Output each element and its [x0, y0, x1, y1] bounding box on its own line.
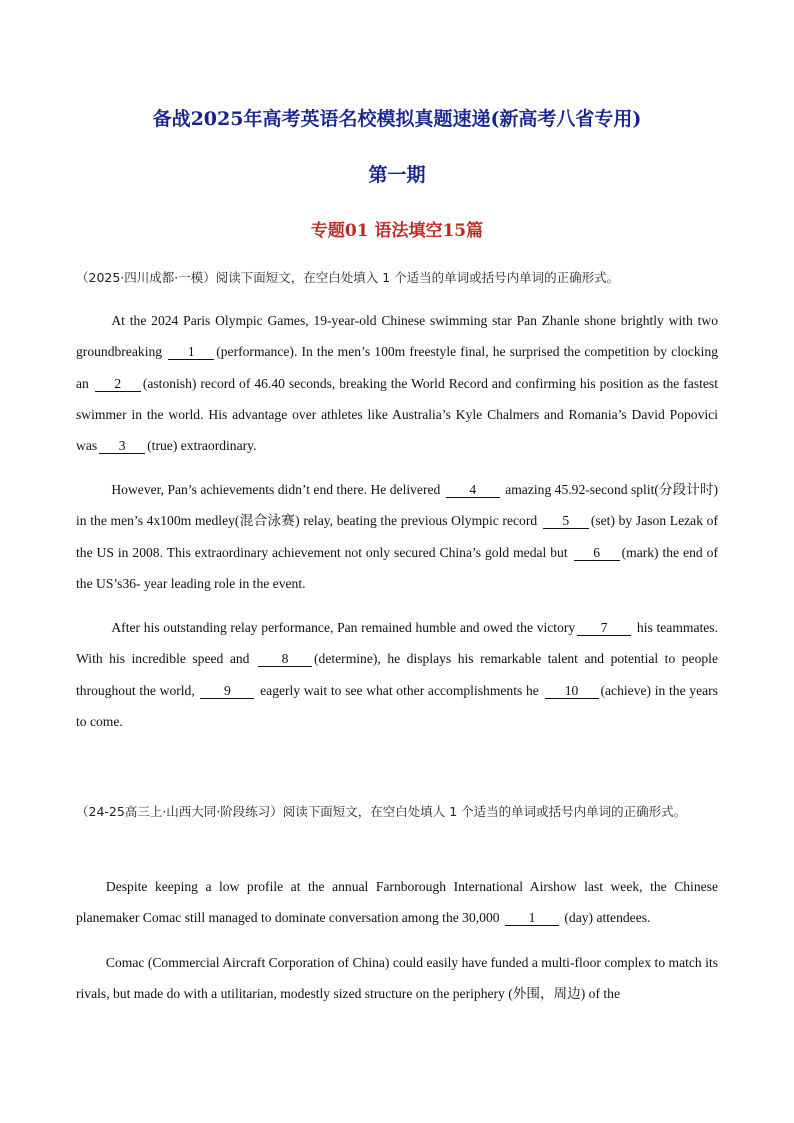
blank-7: 7	[577, 621, 631, 636]
text-segment: At the 2024 Paris Olympic Games, 19-year-old Chinese swimming star Pan Zhanle shone brightly with two groundbreaking	[76, 313, 718, 360]
text-segment: However, Pan’s achievements didn’t end there. He delivered	[111, 482, 441, 497]
text-segment: (set) by Jason Lezak of the US in 2008. This extraordinary achievement not only secured China’s gold medal but	[76, 513, 718, 560]
blank-3: 3	[99, 439, 145, 454]
text-segment: (astonish) record of 46.40 seconds, breaking the World Record and confirming his position as the fastest swimmer in the world. His advantage over athletes like Australia’s Kyle Chalmers and Romania’s David Popovici was	[76, 375, 718, 454]
passage-2-paragraph-1	[76, 871, 718, 934]
text-segment: (true) extraordinary.	[147, 438, 257, 454]
text-segment: (mark) the end of the US’s36- year leading role in the event.	[76, 544, 718, 591]
text-segment: (determine), he displays his remarkable talent and potential to people throughout the world,	[76, 651, 718, 698]
blank-9: 9	[200, 684, 254, 699]
passage-1-paragraph-3	[76, 612, 718, 737]
topic-heading: 专题01 语法填空15篇	[310, 221, 484, 241]
blank-1: 1	[505, 911, 559, 926]
passage-1-paragraph-2	[76, 474, 718, 599]
passage-1-paragraph-1	[76, 305, 718, 461]
text-segment: amazing 45.92-second split(分段计时) in the men’s 4x100m medley(混合泳赛) relay, beating the previous Olympic record	[76, 482, 718, 529]
text-segment: (performance). In the men’s 100m freestyle final, he surprised the competition by clocking an	[76, 344, 718, 391]
blank-5: 5	[543, 514, 589, 529]
text-segment: (day) attendees.	[564, 910, 651, 926]
blank-6: 6	[574, 546, 620, 561]
passage-1-source: （2025·四川成都·一模）阅读下面短文，在空白处填入 1 个适当的单词或括号内单词的正确形式。	[76, 270, 620, 285]
passage-2-source: （24-25高三上·山西大同·阶段练习）阅读下面短文，在空白处填人 1 个适当的单词或括号内单词的正确形式。	[76, 804, 687, 819]
text-segment: After his outstanding relay performance, Pan remained humble and owed the victory	[111, 620, 576, 635]
blank-4: 4	[446, 483, 500, 498]
passage-2-paragraph-2: Comac (Commercial Aircraft Corporation of China) could easily have funded a multi-floor complex to match its rivals, but made do with a utilitarian, modestly sized structure on the periphery (外围，周边) of the	[76, 955, 718, 1002]
blank-10: 10	[545, 684, 599, 699]
blank-1: 1	[168, 345, 214, 360]
document-title: 备战2025年高考英语名校模拟真题速递(新高考八省专用)	[152, 108, 642, 130]
text-segment: (achieve) in the years to come.	[76, 682, 718, 729]
text-segment: Despite keeping a low profile at the annual Farnborough International Airshow last week, the Chinese planemaker Comac still managed to dominate conversation among the 30,000	[76, 879, 718, 926]
blank-2: 2	[95, 377, 141, 392]
issue-label: 第一期	[368, 164, 426, 186]
text-segment: his teammates. With his incredible speed and	[76, 620, 718, 667]
text-segment: eagerly wait to see what other accomplishments he	[260, 682, 539, 698]
blank-8: 8	[258, 652, 312, 667]
